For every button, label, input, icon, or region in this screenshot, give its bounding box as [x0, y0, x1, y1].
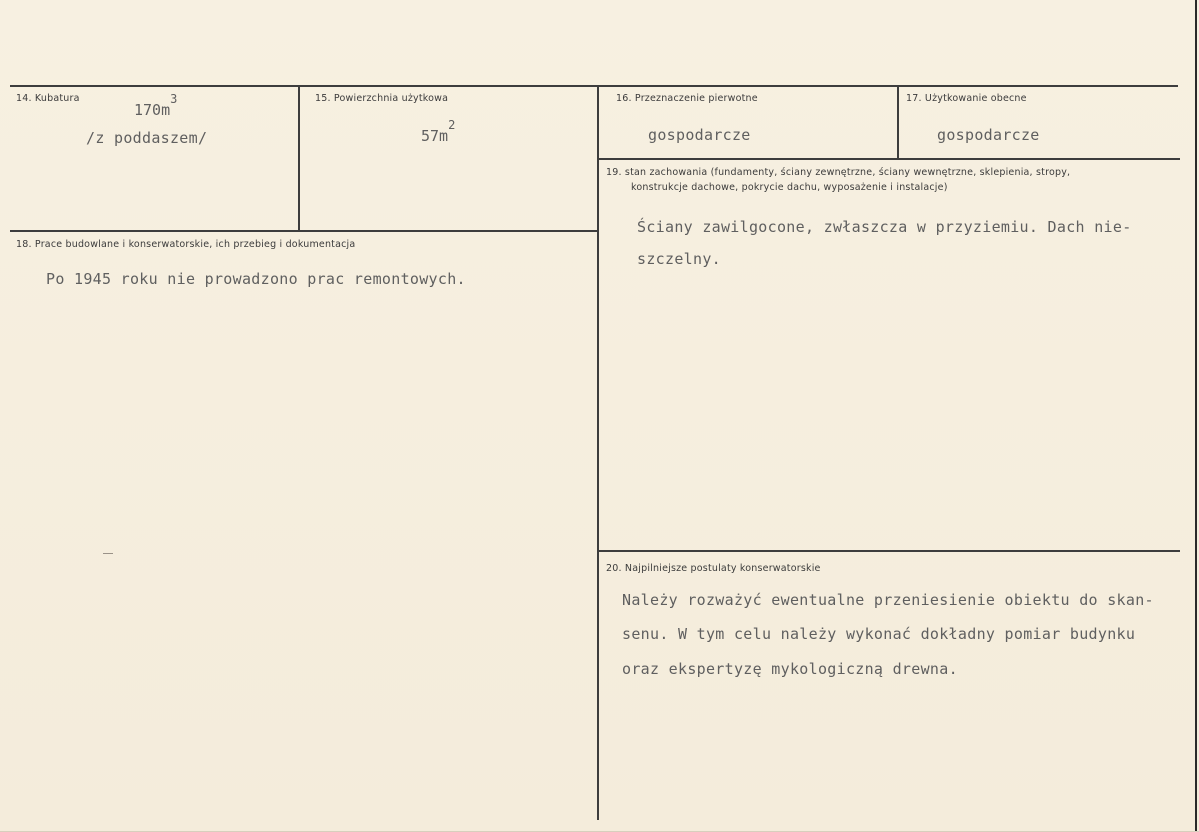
field-15-area-unit-exponent: 2	[448, 118, 456, 132]
field-17-value: gospodarcze	[937, 126, 1040, 144]
field-20-label: 20. Najpilniejsze postulaty konserwatorskie	[606, 563, 821, 574]
field-14-label: 14. Kubatura	[16, 93, 80, 104]
field-17-label: 17. Użytkowanie obecne	[906, 93, 1027, 104]
field-20-text-line-3: oraz ekspertyzę mykologiczną drewna.	[622, 660, 958, 678]
center-divider	[597, 87, 599, 820]
divider-14-15	[298, 87, 300, 232]
field-18-label: 18. Prace budowlane i konserwatorskie, ich przebieg i dokumentacja	[16, 239, 356, 250]
field-19-label-line-1: 19. stan zachowania (fundamenty, ściany zewnętrzne, ściany wewnętrzne, sklepienia, stropy,	[606, 167, 1071, 178]
field-14-volume-unit-exponent: 3	[170, 92, 178, 106]
field-16-value: gospodarcze	[648, 126, 751, 144]
field-14-note: /z poddaszem/	[86, 129, 208, 147]
paper-mark	[103, 553, 113, 554]
field-20-text-line-1: Należy rozważyć ewentualne przeniesienie obiektu do skan-	[622, 591, 1154, 609]
field-19-label-line-2: konstrukcje dachowe, pokrycie dachu, wyposażenie i instalacje)	[631, 182, 948, 193]
divider-16-17	[897, 87, 899, 159]
rule-above-20	[598, 550, 1180, 552]
field-14-volume-value: 170m	[134, 101, 171, 119]
rule-under-14-15	[10, 230, 598, 232]
field-18-value: Po 1945 roku nie prowadzono prac remontowych.	[46, 270, 466, 288]
field-19-text-line-2: szczelny.	[637, 250, 721, 268]
field-15-label: 15. Powierzchnia użytkowa	[315, 93, 449, 104]
field-16-label: 16. Przeznaczenie pierwotne	[616, 93, 758, 104]
field-19-text-line-1: Ściany zawilgocone, zwłaszcza w przyziemiu. Dach nie-	[637, 218, 1132, 236]
rule-under-16-17	[598, 158, 1180, 160]
top-rule	[10, 85, 1178, 87]
field-15-area-value: 57m	[421, 127, 449, 145]
field-15-area	[421, 118, 456, 145]
field-20-text-line-2: senu. W tym celu należy wykonać dokładny pomiar budynku	[622, 625, 1136, 643]
field-14-volume	[134, 92, 178, 119]
card-right-edge	[1195, 0, 1197, 832]
